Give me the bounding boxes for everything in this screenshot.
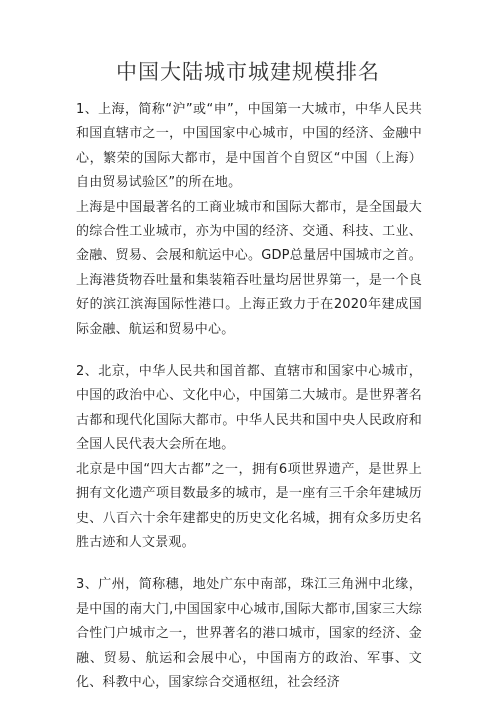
document-title: 中国大陆城市城建规模排名 bbox=[116, 60, 380, 84]
section-1-heading: 1、上海，简称“沪”或“申”，中国第一大城市，中华人民共和国直辖市之一，中国国家中心城市，中国的经济、金融中心，繁荣的国际大都市，是中国首个自贸区“中国（上海）自由贸易试验区”的所在地。 bbox=[76, 102, 422, 191]
paragraph-spacer bbox=[76, 555, 422, 573]
section-2-detail: 北京是中国“四大古都”之一，拥有6项世界遗产，是世界上拥有文化遗产项目数最多的城市，是一座有三千余年建城历史、八百六十余年建都史的历史文化名城，拥有众多历史名胜古迹和人文景观。 bbox=[76, 461, 422, 550]
section-2-heading: 2、北京，中华人民共和国首都、直辖市和国家中心城市，中国的政治中心、文化中心，中国第二大城市。是世界著名古都和现代化国际大都市。中华人民共和国中央人民政府和全国人民代表大会所在地。 bbox=[76, 364, 422, 453]
paragraph-spacer bbox=[76, 342, 422, 360]
document-body bbox=[76, 98, 422, 695]
section-3-heading: 3、广州，简称穗，地处广东中南部，珠江三角洲中北缘，是中国的南大门,中国国家中心城市,国际大都市,国家三大综合性门户城市之一，世界著名的港口城市，国家的经济、金融、贸易、航运和会展中心，中国南方的政治、军事、文化、科教中心，国家综合交通枢纽，社会经济 bbox=[76, 577, 422, 690]
section-1-detail: 上海是中国最著名的工商业城市和国际大都市，是全国最大的综合性工业城市，亦为中国的经济、交通、科技、工业、金融、贸易、会展和航运中心。GDP总量居中国城市之首。上海港货物吞吐量和集装箱吞吐量均居世界第一，是一个良好的滨江滨海国际性港口。上海正致力于在2020年建成国际金融、航运和贸易中心。 bbox=[76, 199, 422, 337]
